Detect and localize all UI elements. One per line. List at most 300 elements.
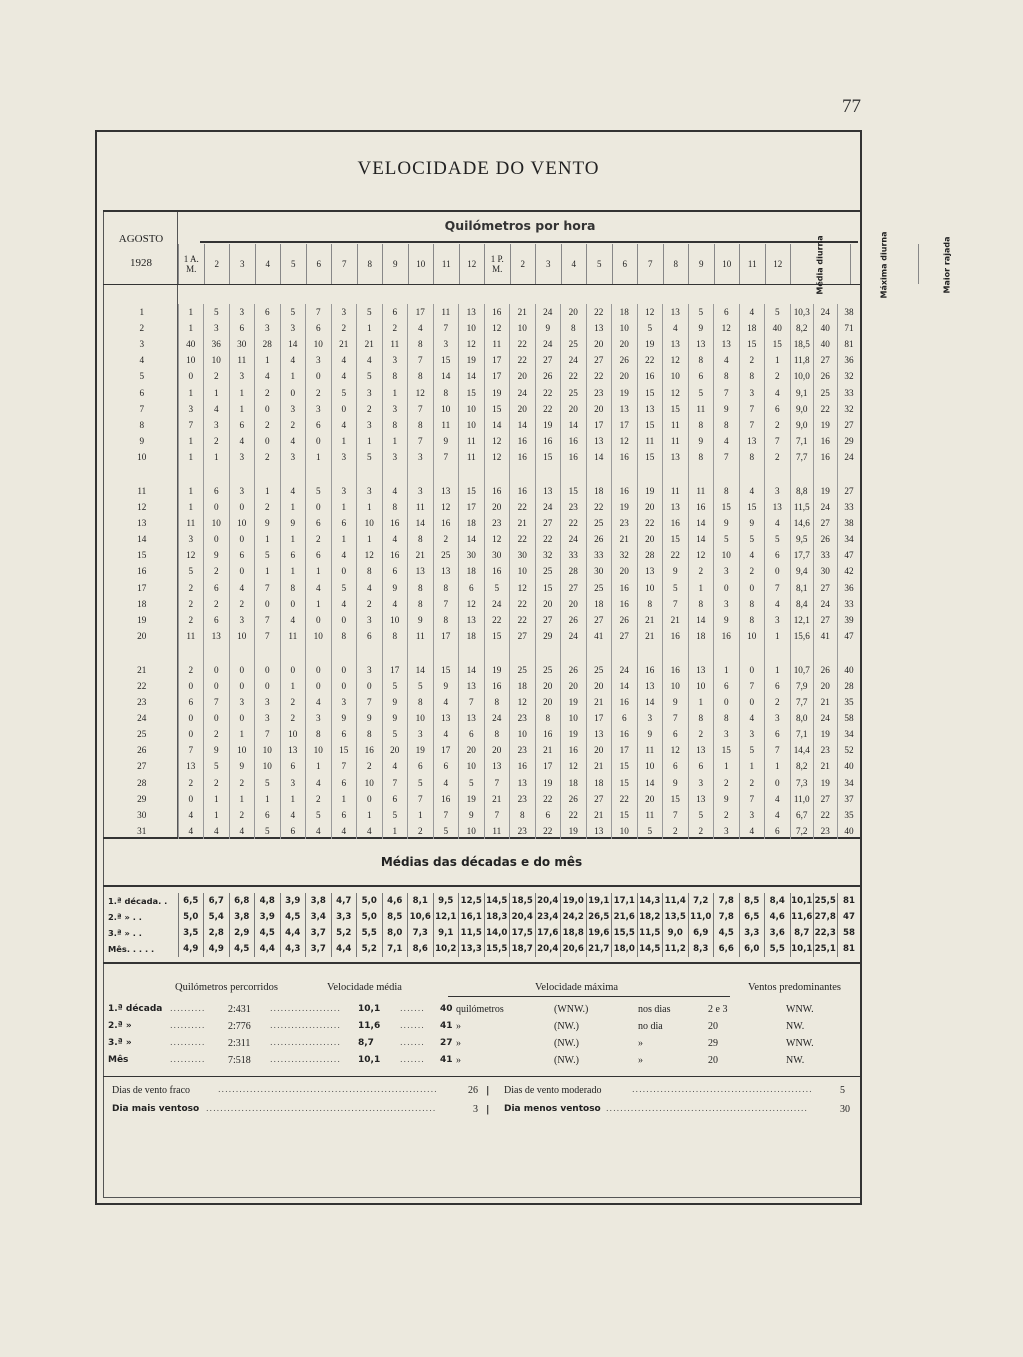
hour-value: 4 — [714, 433, 740, 449]
hour-value: 15 — [535, 449, 561, 465]
hour-value: 10 — [229, 515, 255, 531]
hour-value: 12 — [357, 547, 383, 563]
media-diurna: 9,4 — [790, 563, 814, 579]
day-number: 27 — [137, 761, 147, 772]
hour-value: 4 — [306, 823, 332, 839]
hour-value: 19 — [459, 791, 485, 807]
hour-value: 21 — [586, 758, 612, 774]
hour-value: 5 — [688, 384, 714, 400]
maxima-diurna: 27 — [814, 352, 838, 368]
maxima-diurna: 23 — [814, 742, 838, 758]
average-value: 16,1 — [459, 909, 485, 925]
average-value: 18,8 — [561, 925, 587, 941]
direction: (NW.) — [554, 1038, 579, 1049]
hour-value: 4 — [255, 368, 281, 384]
table-row — [106, 417, 861, 433]
km-value: 2:431 — [228, 1004, 251, 1015]
hour-value: 6 — [765, 823, 791, 839]
hour-value: 6 — [459, 580, 485, 596]
average-rajada: 58 — [837, 925, 861, 941]
average-rajada: 47 — [837, 909, 861, 925]
hour-value: 20 — [637, 791, 663, 807]
hour-value: 1 — [382, 823, 408, 839]
hour-value: 4 — [204, 823, 230, 839]
hour-value: 7 — [357, 694, 383, 710]
summary-header-label: Maior rajada — [942, 236, 952, 293]
hour-value: 13 — [484, 758, 510, 774]
km-value: 7:518 — [228, 1055, 251, 1066]
hour-value: 22 — [637, 352, 663, 368]
hour-value: 2 — [280, 417, 306, 433]
hour-value: 1 — [255, 352, 281, 368]
day-number: 26 — [137, 745, 147, 756]
hour-value: 2 — [357, 758, 383, 774]
hour-value: 6 — [459, 726, 485, 742]
hour-value: 11 — [229, 352, 255, 368]
hour-value: 8 — [408, 580, 434, 596]
hour-value: 1 — [357, 807, 383, 823]
hour-value: 5 — [765, 531, 791, 547]
hour-value: 15 — [331, 742, 357, 758]
hour-value: 36 — [204, 336, 230, 352]
summary-row: .......... .................... ....... 1.ª década 2:431 10,1 40 quilómetros (WNW.) nos dias 2 e 3 WNW. — [108, 1004, 814, 1015]
average-value: 8,0 — [382, 925, 408, 941]
hour-value: 1 — [382, 433, 408, 449]
average-value: 3,8 — [306, 893, 332, 909]
hour-value: 10 — [357, 515, 383, 531]
hour-header-cell: 12 — [765, 244, 791, 284]
hour-value: 11 — [484, 336, 510, 352]
hour-value: 13 — [739, 433, 765, 449]
hour-value: 3 — [331, 483, 357, 499]
hour-value: 17 — [382, 662, 408, 678]
hour-value: 2 — [306, 791, 332, 807]
hour-value: 26 — [586, 531, 612, 547]
hour-value: 17 — [612, 742, 638, 758]
hour-value: 15 — [433, 662, 459, 678]
hour-value: 8 — [331, 628, 357, 644]
hour-value: 6 — [331, 515, 357, 531]
hour-value: 4 — [765, 807, 791, 823]
hour-value: 11 — [484, 823, 510, 839]
hour-value: 15 — [459, 384, 485, 400]
max-speed-value: 41 — [440, 1021, 453, 1031]
hour-value: 8 — [739, 596, 765, 612]
average-value: 17,5 — [510, 925, 536, 941]
hour-value: 14 — [408, 515, 434, 531]
hour-value: 8 — [714, 368, 740, 384]
hour-value: 4 — [306, 580, 332, 596]
page-title: VELOCIDADE DO VENTO — [357, 158, 600, 179]
hour-value: 0 — [331, 678, 357, 694]
average-value: 9,1 — [433, 925, 459, 941]
summary-header-cell — [919, 236, 976, 293]
hour-value: 22 — [535, 401, 561, 417]
hour-value: 13 — [510, 775, 536, 791]
hour-value: 2 — [331, 320, 357, 336]
hour-value: 19 — [484, 384, 510, 400]
hour-value: 0 — [765, 563, 791, 579]
hour-value: 6 — [357, 628, 383, 644]
hour-value: 17 — [433, 628, 459, 644]
hour-value: 18 — [459, 628, 485, 644]
hour-value: 16 — [714, 628, 740, 644]
hour-value: 10 — [510, 726, 536, 742]
hour-value: 2 — [229, 596, 255, 612]
hour-value: 25 — [586, 515, 612, 531]
media-diurna: 8,0 — [790, 710, 814, 726]
hour-value: 1 — [306, 758, 332, 774]
hour-value: 9 — [382, 694, 408, 710]
day-number: 3 — [139, 339, 145, 350]
hour-value: 7 — [382, 775, 408, 791]
hour-value: 6 — [765, 547, 791, 563]
hour-value: 0 — [255, 662, 281, 678]
average-row — [106, 893, 861, 909]
table-row — [106, 483, 861, 499]
hour-value: 23 — [561, 499, 587, 515]
hour-value: 2 — [229, 807, 255, 823]
hour-value: 27 — [586, 791, 612, 807]
hour-value: 8 — [714, 483, 740, 499]
hour-value: 0 — [765, 775, 791, 791]
hour-value: 3 — [229, 368, 255, 384]
maior-rajada: 27 — [837, 483, 861, 499]
maxima-diurna: 27 — [814, 791, 838, 807]
hour-value: 3 — [714, 596, 740, 612]
table-row — [106, 401, 861, 417]
hour-value: 10 — [255, 742, 281, 758]
hour-value: 16 — [663, 628, 689, 644]
hour-value: 11 — [382, 336, 408, 352]
average-label: Mês. . . . . — [108, 944, 155, 954]
hour-value: 14 — [586, 449, 612, 465]
hour-value: 15 — [637, 384, 663, 400]
table-row — [106, 628, 861, 644]
hour-value: 16 — [535, 726, 561, 742]
hour-value: 6 — [433, 758, 459, 774]
hour-value: 7 — [663, 596, 689, 612]
hour-value: 32 — [612, 547, 638, 563]
hour-value: 2 — [280, 694, 306, 710]
hour-value: 0 — [178, 678, 204, 694]
hour-value: 8 — [739, 612, 765, 628]
hour-header-cell: 9 — [689, 244, 715, 284]
avg-speed-header: Velocidade média — [327, 982, 402, 993]
hour-value: 25 — [510, 662, 536, 678]
hour-value: 8 — [688, 449, 714, 465]
average-value: 11,5 — [459, 925, 485, 941]
hour-value: 0 — [255, 596, 281, 612]
weak-wind-value: 26 — [468, 1085, 478, 1096]
table-row — [106, 791, 861, 807]
average-value: 5,2 — [357, 941, 383, 957]
average-value: 5,4 — [204, 909, 230, 925]
average-media: 10,1 — [790, 941, 814, 957]
hour-value: 4 — [280, 807, 306, 823]
hour-value: 8 — [484, 694, 510, 710]
hour-value: 2 — [255, 499, 281, 515]
media-diurna: 8,8 — [790, 483, 814, 499]
hour-value: 4 — [229, 433, 255, 449]
hour-value: 6 — [535, 807, 561, 823]
hour-value: 4 — [331, 352, 357, 368]
hour-value: 22 — [510, 596, 536, 612]
average-value: 11,4 — [663, 893, 689, 909]
maxima-diurna: 26 — [814, 662, 838, 678]
hour-value: 10 — [280, 726, 306, 742]
hour-value: 22 — [510, 352, 536, 368]
hour-value: 24 — [561, 352, 587, 368]
hour-value: 7 — [663, 807, 689, 823]
summary-row: .......... .................... ....... 2.ª » 2:776 11,6 41 » (NW.) no dia 20 NW. — [108, 1021, 805, 1032]
hour-value: 20 — [535, 596, 561, 612]
hour-value: 2 — [255, 417, 281, 433]
hour-value: 25 — [535, 563, 561, 579]
hour-value: 13 — [688, 336, 714, 352]
media-diurna: 9,5 — [790, 531, 814, 547]
hour-value: 41 — [586, 628, 612, 644]
header-bottom-rule — [103, 284, 860, 285]
day-number: 10 — [137, 451, 147, 462]
average-value: 3,3 — [739, 925, 765, 941]
avg-speed-value: 10,1 — [358, 1055, 381, 1065]
hour-value: 1 — [331, 499, 357, 515]
hour-value: 8 — [510, 807, 536, 823]
hour-value: 7 — [765, 433, 791, 449]
hour-value: 9 — [663, 563, 689, 579]
hour-value: 15 — [714, 742, 740, 758]
average-value: 3,6 — [765, 925, 791, 941]
hour-value: 8 — [739, 449, 765, 465]
hour-value: 2 — [714, 775, 740, 791]
hour-value: 4 — [331, 823, 357, 839]
media-diurna: 14,4 — [790, 742, 814, 758]
hour-value: 8 — [408, 694, 434, 710]
hour-value: 24 — [535, 304, 561, 320]
hour-value: 18 — [739, 320, 765, 336]
hour-value: 21 — [408, 547, 434, 563]
winds-header: Ventos predominantes — [748, 982, 842, 993]
hour-value: 0 — [739, 580, 765, 596]
maior-rajada: 36 — [837, 352, 861, 368]
hour-value: 7 — [714, 449, 740, 465]
hour-value: 12 — [637, 304, 663, 320]
hour-value: 3 — [739, 384, 765, 400]
summary-row: .......... .................... ....... Mês 7:518 10,1 41 » (NW.) » 20 NW. — [108, 1055, 805, 1066]
hour-value: 17 — [586, 710, 612, 726]
average-value: 3,7 — [306, 925, 332, 941]
hour-value: 27 — [510, 628, 536, 644]
hour-value: 16 — [484, 304, 510, 320]
average-media: 11,6 — [790, 909, 814, 925]
table-row — [106, 320, 861, 336]
hour-value: 15 — [714, 499, 740, 515]
average-value: 3,5 — [178, 925, 204, 941]
hour-value: 15 — [663, 531, 689, 547]
hour-value: 9 — [204, 742, 230, 758]
hour-value: 13 — [204, 628, 230, 644]
hour-value: 26 — [612, 352, 638, 368]
hour-value: 16 — [382, 547, 408, 563]
hour-value: 0 — [255, 433, 281, 449]
hour-value: 16 — [510, 483, 536, 499]
table-row — [106, 368, 861, 384]
hour-value: 7 — [204, 694, 230, 710]
hour-value: 2 — [688, 823, 714, 839]
hour-value: 14 — [688, 531, 714, 547]
hour-value: 22 — [561, 515, 587, 531]
hour-value: 7 — [484, 807, 510, 823]
average-value: 7,8 — [714, 893, 740, 909]
hour-value: 1 — [204, 449, 230, 465]
day-number: 2 — [139, 323, 145, 334]
hour-value: 15 — [535, 580, 561, 596]
hour-value: 14 — [459, 531, 485, 547]
hour-value: 22 — [535, 791, 561, 807]
hour-header-cell: 4 — [561, 244, 587, 284]
hour-value: 12 — [510, 580, 536, 596]
hour-value: 24 — [535, 499, 561, 515]
average-label: 1.ª década. . — [108, 896, 168, 906]
hour-value: 4 — [331, 547, 357, 563]
hour-value: 8 — [280, 580, 306, 596]
hour-value: 1 — [280, 368, 306, 384]
hour-value: 27 — [535, 612, 561, 628]
hour-value: 18 — [459, 515, 485, 531]
hour-value: 6 — [688, 368, 714, 384]
hour-value: 16 — [612, 483, 638, 499]
max-speed-value: 40 — [440, 1004, 453, 1014]
maxima-diurna: 23 — [814, 823, 838, 839]
hour-header-cell: 4 — [255, 244, 281, 284]
hour-value: 16 — [510, 758, 536, 774]
hour-value: 9 — [714, 401, 740, 417]
hour-value: 4 — [739, 823, 765, 839]
hour-value: 1 — [357, 433, 383, 449]
hour-value: 20 — [459, 742, 485, 758]
hour-value: 0 — [331, 401, 357, 417]
hour-value: 0 — [229, 678, 255, 694]
hour-value: 16 — [612, 449, 638, 465]
hour-value: 9 — [663, 694, 689, 710]
hour-value: 3 — [229, 449, 255, 465]
hour-value: 12 — [459, 596, 485, 612]
media-diurna: 11,5 — [790, 499, 814, 515]
hour-value: 3 — [306, 352, 332, 368]
day-number: 9 — [139, 435, 145, 446]
hour-value: 15 — [637, 449, 663, 465]
hour-value: 3 — [255, 710, 281, 726]
average-value: 18,7 — [510, 941, 536, 957]
average-value: 4,4 — [255, 941, 281, 957]
hour-value: 19 — [535, 775, 561, 791]
average-value: 6,9 — [688, 925, 714, 941]
hour-value: 2 — [178, 580, 204, 596]
hour-value: 6 — [408, 758, 434, 774]
hour-value: 2 — [765, 694, 791, 710]
hour-value: 10 — [561, 710, 587, 726]
maior-rajada: 58 — [837, 710, 861, 726]
hour-value: 3 — [204, 320, 230, 336]
maxima-diurna: 21 — [814, 694, 838, 710]
hour-value: 4 — [739, 304, 765, 320]
hour-value: 5 — [637, 320, 663, 336]
hour-value: 10 — [459, 401, 485, 417]
hour-value: 6 — [663, 726, 689, 742]
hour-value: 13 — [637, 401, 663, 417]
hour-value: 9 — [280, 515, 306, 531]
hour-header-row — [178, 231, 976, 298]
summary-label: 3.ª » — [108, 1038, 132, 1048]
hour-value: 3 — [255, 320, 281, 336]
maxima-diurna: 26 — [814, 368, 838, 384]
average-value: 17,6 — [535, 925, 561, 941]
moderate-wind-label: Dias de vento moderado — [504, 1085, 602, 1096]
media-diurna: 7,1 — [790, 433, 814, 449]
hour-value: 21 — [331, 336, 357, 352]
hour-value: 13 — [586, 726, 612, 742]
average-value: 26,5 — [586, 909, 612, 925]
hour-value: 4 — [280, 483, 306, 499]
hour-value: 7 — [459, 694, 485, 710]
hour-value: 24 — [612, 662, 638, 678]
hour-value: 1 — [382, 384, 408, 400]
decade-gap — [106, 644, 861, 662]
hour-value: 0 — [739, 662, 765, 678]
hour-value: 1 — [306, 596, 332, 612]
hour-value: 1 — [306, 563, 332, 579]
average-value: 18,0 — [612, 941, 638, 957]
header-group-label: Quilómetros por hora — [444, 218, 596, 233]
hour-value: 10 — [739, 628, 765, 644]
hour-value: 16 — [561, 742, 587, 758]
maior-rajada: 38 — [837, 515, 861, 531]
hour-value: 20 — [561, 401, 587, 417]
hour-value: 17 — [484, 368, 510, 384]
hour-value: 3 — [331, 449, 357, 465]
hour-value: 0 — [229, 662, 255, 678]
hour-value: 1 — [357, 320, 383, 336]
days-value: 20 — [708, 1021, 718, 1032]
hour-value: 8 — [382, 499, 408, 515]
hour-value: 30 — [586, 563, 612, 579]
hour-value: 2 — [204, 433, 230, 449]
average-value: 4,9 — [178, 941, 204, 957]
maior-rajada: 33 — [837, 499, 861, 515]
average-value: 5,2 — [331, 925, 357, 941]
media-diurna: 11,0 — [790, 791, 814, 807]
hour-value: 19 — [561, 726, 587, 742]
prevailing-wind: WNW. — [786, 1038, 814, 1049]
hour-value: 6 — [306, 515, 332, 531]
footer-row-2: Dia mais ventoso ................................................................. 3 | Dia menos ventoso ......................................................... 30 — [112, 1104, 850, 1115]
hour-value: 6 — [204, 612, 230, 628]
hour-value: 12 — [663, 384, 689, 400]
hour-value: 7 — [433, 596, 459, 612]
table-row — [106, 515, 861, 531]
hour-value: 0 — [331, 662, 357, 678]
hour-value: 16 — [510, 433, 536, 449]
hour-value: 7 — [178, 742, 204, 758]
hour-value: 2 — [178, 612, 204, 628]
hour-value: 5 — [357, 449, 383, 465]
hour-value: 16 — [510, 449, 536, 465]
hour-value: 21 — [586, 807, 612, 823]
hour-value: 13 — [178, 758, 204, 774]
hour-value: 8 — [382, 628, 408, 644]
average-value: 18,3 — [484, 909, 510, 925]
